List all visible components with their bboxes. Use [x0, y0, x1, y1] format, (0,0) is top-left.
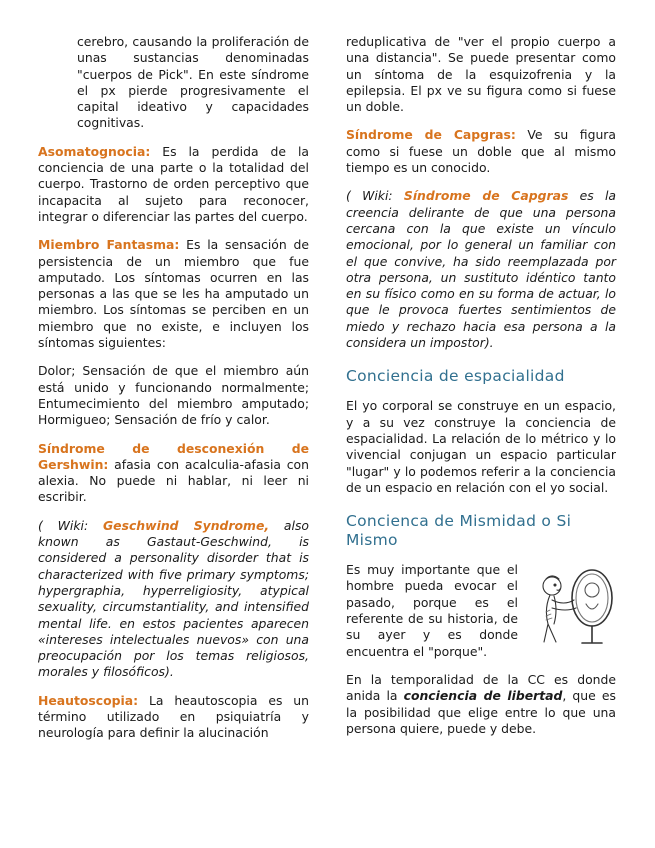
gershwin-text: afasia con acalculia-afasia con alexia. No puede ni hablar, ni leer ni escribir. — [38, 456, 309, 505]
heautoscopia-paragraph — [38, 693, 309, 742]
wiki-capgras-prefix: ( Wiki: — [346, 188, 404, 204]
heautoscopia-term: Heautoscopia: — [38, 692, 139, 708]
heading-espacialidad: Conciencia de espacialidad — [346, 367, 565, 386]
capgras-text: Ve su figura como si fuese un doble que al mismo tiempo es un conocido. — [346, 127, 616, 176]
wiki-capgras-text: es la creencia delirante de que una persona cercana con la que existe un vínculo emocional, por lo general un familiar con el que convive, ha sido reemplazada por otra persona, un sustituto idéntico tanto en su físico como en su forma de actuar, lo que le provoca fuertes sentimientos de miedo y rechazo hacia esa persona a la considera un impostor). — [346, 188, 617, 351]
conciencia-libertad-term: conciencia de libertad — [403, 688, 563, 704]
wiki-geschwind-paragraph — [38, 518, 309, 681]
pick-continuation: cerebro, causando la proliferación de unas sustancias denominadas "cuerpos de Pick". En este síndrome el px pierde progresivamente el capital ideativo y capacidades cognitivas. — [77, 34, 309, 131]
mirror-figure-illustration — [524, 564, 616, 646]
asomatognocia-paragraph — [38, 144, 309, 225]
wiki-prefix: ( Wiki: — [38, 517, 104, 533]
miembro-fantasma-term: Miembro Fantasma: — [38, 237, 180, 253]
gershwin-term: Síndrome de desconexión de Gershwin: — [38, 440, 309, 472]
temporalidad-paragraph — [346, 672, 616, 737]
capgras-wiki-term: Síndrome de Capgras — [403, 188, 569, 204]
heautoscopia-continuation: reduplicativa de "ver el propio cuerpo a una distancia". Se puede presentar como un síntoma de la esquizofrenia y la epilepsia. El px ve su figura como si fuese un doble. — [346, 34, 616, 115]
geschwind-term: Geschwind Syndrome, — [103, 517, 270, 533]
temporalidad-text-c: , que es la posibilidad que elige entre lo que una persona quiere, puede y debe. — [346, 688, 616, 736]
left-column — [38, 34, 309, 754]
miembro-fantasma-paragraph — [38, 237, 309, 351]
miembro-fantasma-text: Es la sensación de persistencia de un miembro que fue amputado. Los síntomas ocurren en las personas a las que se les ha amputado un miembro. Los síntomas se perciben en un miembro que no existe, e incluyen los síntomas siguientes: — [38, 237, 309, 351]
wiki-geschwind-text: also known as Gastaut-Geschwind, is considered a personality disorder that is characterized with five primary symptoms; hypergraphia, hyperreligiosity, atypical sexuality, circumstantiality, and intensified mental life. en estos pacientes aparecen «intereses intelectuales nuevos» con una preocupación por los temas religiosos, morales y filosóficos). — [38, 517, 309, 680]
heading-mismidad: Concienca de Mismidad o Si Mismo — [346, 512, 572, 550]
symptoms-paragraph: Dolor; Sensación de que el miembro aún está unido y funcionando normalmente; Entumecimiento del miembro amputado; Hormigueo; Sensación de frío y calor. — [38, 363, 309, 428]
asomatognocia-text: Es la perdida de la conciencia de una parte o la totalidad del cuerpo. Trastorno de orden perceptivo que incapacita al sujeto para reconocer, integrar o diferenciar las partes del cuerpo. — [38, 143, 309, 224]
temporalidad-text-a: En la temporalidad de la CC es donde anida la — [346, 671, 616, 704]
espacialidad-paragraph: El yo corporal se construye en un espacio, y a su vez construye la conciencia de espacialidad. La relación de lo métrico y lo vivencial conjugan un espacio particular "lugar" y lo podemos referir a la conciencia de un espacio en relación con el yo social. — [346, 398, 616, 495]
mismidad-paragraph: Es muy importante que el hombre pueda evocar el pasado, porque es el referente de su historia, de su ayer y es donde encuentra el "porque". — [346, 562, 518, 659]
heautoscopia-text: La heautoscopia es un término utilizado en psiquiatría y neurología para definir la alucinación — [38, 692, 309, 741]
wiki-capgras-paragraph — [346, 188, 616, 351]
asomatognocia-term: Asomatognocia: — [38, 143, 151, 159]
right-column — [346, 34, 616, 749]
gershwin-paragraph — [38, 441, 309, 506]
capgras-paragraph — [346, 127, 616, 176]
capgras-term: Síndrome de Capgras: — [346, 127, 516, 143]
